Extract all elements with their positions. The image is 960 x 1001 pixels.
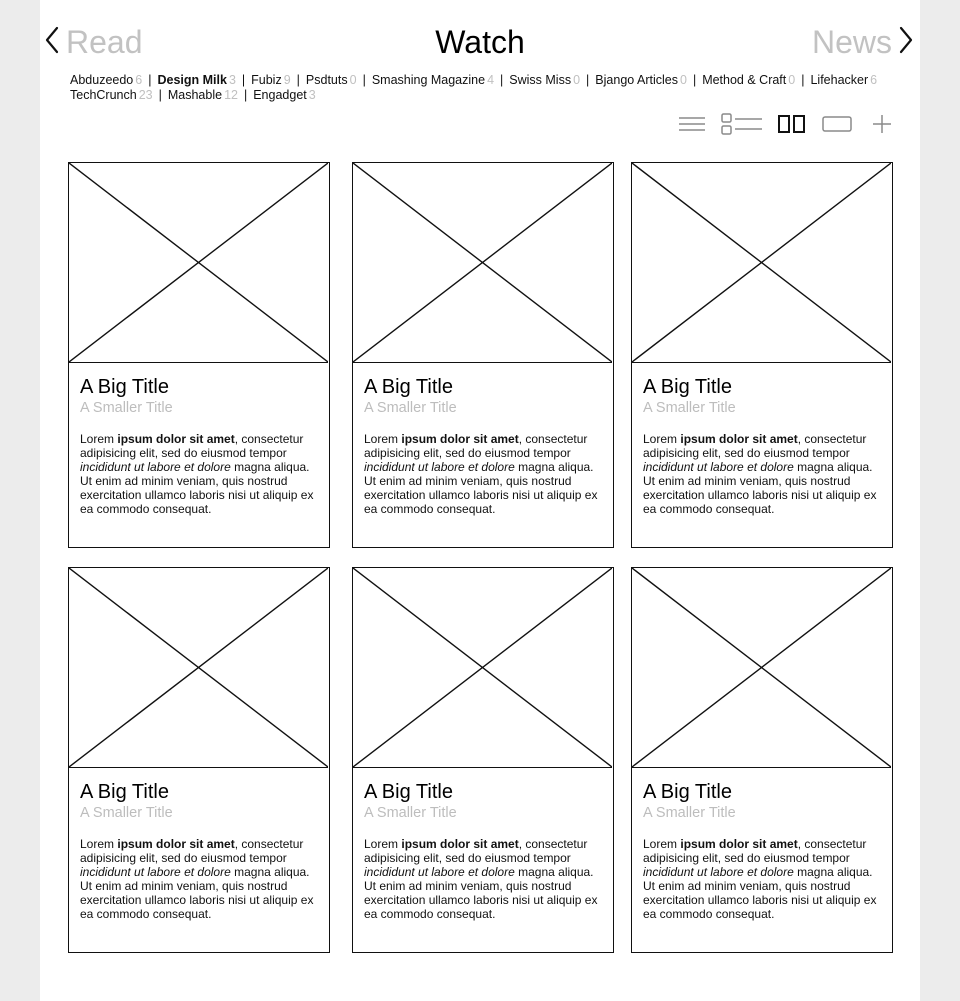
source-filter-item[interactable] bbox=[810, 73, 877, 87]
single-view-icon bbox=[821, 115, 853, 133]
image-placeholder-icon bbox=[353, 568, 612, 767]
card-title: A Big Title bbox=[80, 781, 169, 803]
view-mode-toolbar bbox=[676, 113, 898, 135]
body-text: Lorem bbox=[80, 432, 118, 446]
source-filter-item[interactable] bbox=[595, 73, 687, 87]
source-count: 23 bbox=[138, 87, 153, 102]
source-filter-item[interactable] bbox=[251, 73, 291, 87]
image-placeholder bbox=[632, 163, 891, 363]
source-separator: | bbox=[500, 73, 504, 87]
body-text: magna aliqua. Ut enim ad minim veniam, quis nostrud exercitation ullamco laboris nisi ut aliquip ex ea commodo consequat. bbox=[80, 460, 314, 516]
card-title: A Big Title bbox=[364, 376, 453, 398]
source-filter-item[interactable] bbox=[157, 73, 235, 87]
body-text: , consectetur adipisicing elit, sed do eiusmod tempor bbox=[643, 432, 867, 460]
body-text: Lorem bbox=[643, 837, 681, 851]
page-title: Watch bbox=[435, 24, 525, 60]
source-filter-item[interactable] bbox=[70, 88, 153, 102]
source-count: 0 bbox=[788, 73, 796, 87]
prev-section-label: Read bbox=[66, 24, 143, 60]
card-body bbox=[364, 432, 608, 516]
article-card[interactable] bbox=[631, 567, 893, 953]
body-bold-text: ipsum dolor sit amet bbox=[401, 432, 519, 446]
header bbox=[40, 0, 920, 80]
source-count: 3 bbox=[228, 73, 236, 87]
source-separator: | bbox=[241, 73, 246, 87]
source-name: Fubiz bbox=[251, 73, 282, 87]
card-subtitle: A Smaller Title bbox=[80, 805, 173, 821]
source-filter-item[interactable] bbox=[168, 88, 238, 102]
card-title: A Big Title bbox=[80, 376, 169, 398]
body-italic-text: incididunt ut labore et dolore bbox=[80, 460, 231, 474]
body-text: magna aliqua. Ut enim ad minim veniam, quis nostrud exercitation ullamco laboris nisi ut aliquip ex ea commodo consequat. bbox=[364, 865, 598, 921]
body-text: Lorem bbox=[364, 837, 402, 851]
image-placeholder bbox=[69, 163, 328, 363]
source-name: Abduzeedo bbox=[70, 73, 134, 87]
image-placeholder bbox=[69, 568, 328, 768]
source-count: 6 bbox=[870, 73, 878, 87]
single-view-button[interactable] bbox=[821, 113, 853, 135]
source-count: 0 bbox=[349, 73, 357, 87]
body-bold-text: ipsum dolor sit amet bbox=[680, 432, 798, 446]
image-placeholder bbox=[353, 163, 612, 363]
page bbox=[40, 0, 920, 1001]
source-count: 9 bbox=[283, 73, 291, 87]
source-name: Design Milk bbox=[157, 73, 227, 87]
body-text: , consectetur adipisicing elit, sed do eiusmod tempor bbox=[80, 837, 304, 865]
body-text: Lorem bbox=[643, 432, 681, 446]
chevron-right-icon bbox=[898, 26, 914, 59]
card-body bbox=[80, 837, 324, 921]
source-separator: | bbox=[586, 73, 590, 87]
source-separator: | bbox=[158, 87, 162, 102]
body-text: magna aliqua. Ut enim ad minim veniam, quis nostrud exercitation ullamco laboris nisi ut aliquip ex ea commodo consequat. bbox=[643, 460, 877, 516]
image-placeholder bbox=[632, 568, 891, 768]
body-text: magna aliqua. Ut enim ad minim veniam, quis nostrud exercitation ullamco laboris nisi ut aliquip ex ea commodo consequat. bbox=[364, 460, 598, 516]
image-placeholder-icon bbox=[69, 568, 328, 767]
article-card[interactable] bbox=[68, 567, 330, 953]
body-italic-text: incididunt ut labore et dolore bbox=[364, 865, 515, 879]
source-count: 0 bbox=[679, 73, 687, 87]
body-text: , consectetur adipisicing elit, sed do eiusmod tempor bbox=[364, 837, 588, 865]
source-separator: | bbox=[296, 73, 300, 87]
source-filter-list bbox=[70, 73, 890, 102]
card-body bbox=[643, 837, 887, 921]
image-placeholder-icon bbox=[632, 568, 891, 767]
card-subtitle: A Smaller Title bbox=[364, 805, 457, 821]
image-placeholder-icon bbox=[69, 163, 328, 362]
source-count: 12 bbox=[224, 87, 238, 102]
source-name: Method & Craft bbox=[702, 73, 787, 87]
source-separator: | bbox=[692, 73, 697, 87]
grid-view-button[interactable] bbox=[776, 113, 808, 135]
card-body bbox=[80, 432, 324, 516]
source-name: Psdtuts bbox=[305, 73, 348, 87]
grid-view-icon bbox=[777, 114, 807, 134]
card-title: A Big Title bbox=[643, 781, 732, 803]
body-text: magna aliqua. Ut enim ad minim veniam, quis nostrud exercitation ullamco laboris nisi ut aliquip ex ea commodo consequat. bbox=[80, 865, 314, 921]
source-name: TechCrunch bbox=[70, 87, 137, 102]
source-filter-item[interactable] bbox=[702, 73, 795, 87]
source-name: Mashable bbox=[167, 87, 223, 102]
card-title: A Big Title bbox=[364, 781, 453, 803]
add-icon bbox=[871, 113, 893, 135]
body-italic-text: incididunt ut labore et dolore bbox=[643, 865, 794, 879]
source-name: Smashing Magazine bbox=[371, 73, 486, 87]
body-italic-text: incididunt ut labore et dolore bbox=[80, 865, 231, 879]
source-filter-item[interactable] bbox=[509, 73, 580, 87]
card-subtitle: A Smaller Title bbox=[643, 805, 736, 821]
source-filter-item[interactable] bbox=[253, 88, 315, 102]
body-bold-text: ipsum dolor sit amet bbox=[117, 432, 235, 446]
source-count: 4 bbox=[487, 73, 495, 87]
thumbnail-list-view-button[interactable] bbox=[721, 113, 763, 135]
source-filter-item[interactable] bbox=[70, 73, 142, 87]
card-title: A Big Title bbox=[643, 376, 732, 398]
source-name: Engadget bbox=[253, 87, 307, 102]
article-card[interactable] bbox=[352, 162, 614, 548]
body-italic-text: incididunt ut labore et dolore bbox=[364, 460, 515, 474]
image-placeholder bbox=[353, 568, 612, 768]
card-subtitle: A Smaller Title bbox=[364, 400, 457, 416]
body-bold-text: ipsum dolor sit amet bbox=[680, 837, 798, 851]
list-view-button[interactable] bbox=[676, 113, 708, 135]
body-text: , consectetur adipisicing elit, sed do eiusmod tempor bbox=[643, 837, 867, 865]
source-separator: | bbox=[243, 87, 248, 102]
card-body bbox=[364, 837, 608, 921]
source-separator: | bbox=[148, 73, 152, 87]
source-name: Bjango Articles bbox=[595, 73, 678, 87]
source-filter-item[interactable] bbox=[372, 73, 494, 87]
body-bold-text: ipsum dolor sit amet bbox=[117, 837, 235, 851]
source-name: Swiss Miss bbox=[509, 73, 572, 87]
add-button[interactable] bbox=[866, 113, 898, 135]
article-card[interactable] bbox=[68, 162, 330, 548]
body-text: Lorem bbox=[364, 432, 402, 446]
image-placeholder-icon bbox=[353, 163, 612, 362]
source-count: 0 bbox=[573, 73, 581, 87]
card-subtitle: A Smaller Title bbox=[643, 400, 736, 416]
body-text: magna aliqua. Ut enim ad minim veniam, quis nostrud exercitation ullamco laboris nisi ut aliquip ex ea commodo consequat. bbox=[643, 865, 877, 921]
source-count: 6 bbox=[135, 73, 143, 87]
card-body bbox=[643, 432, 887, 516]
next-section-link[interactable] bbox=[812, 22, 914, 62]
thumbnail-list-view-icon bbox=[721, 113, 763, 135]
body-text: , consectetur adipisicing elit, sed do eiusmod tempor bbox=[80, 432, 304, 460]
article-card[interactable] bbox=[352, 567, 614, 953]
source-filter-item[interactable] bbox=[306, 73, 357, 87]
card-subtitle: A Smaller Title bbox=[80, 400, 173, 416]
body-text: Lorem bbox=[80, 837, 118, 851]
body-text: , consectetur adipisicing elit, sed do eiusmod tempor bbox=[364, 432, 588, 460]
source-separator: | bbox=[362, 73, 366, 87]
source-name: Lifehacker bbox=[810, 73, 869, 87]
article-card[interactable] bbox=[631, 162, 893, 548]
source-count: 3 bbox=[308, 87, 316, 102]
image-placeholder-icon bbox=[632, 163, 891, 362]
body-italic-text: incididunt ut labore et dolore bbox=[643, 460, 794, 474]
next-section-label: News bbox=[811, 24, 892, 60]
list-view-icon bbox=[678, 115, 706, 133]
body-bold-text: ipsum dolor sit amet bbox=[401, 837, 519, 851]
source-separator: | bbox=[801, 73, 805, 87]
